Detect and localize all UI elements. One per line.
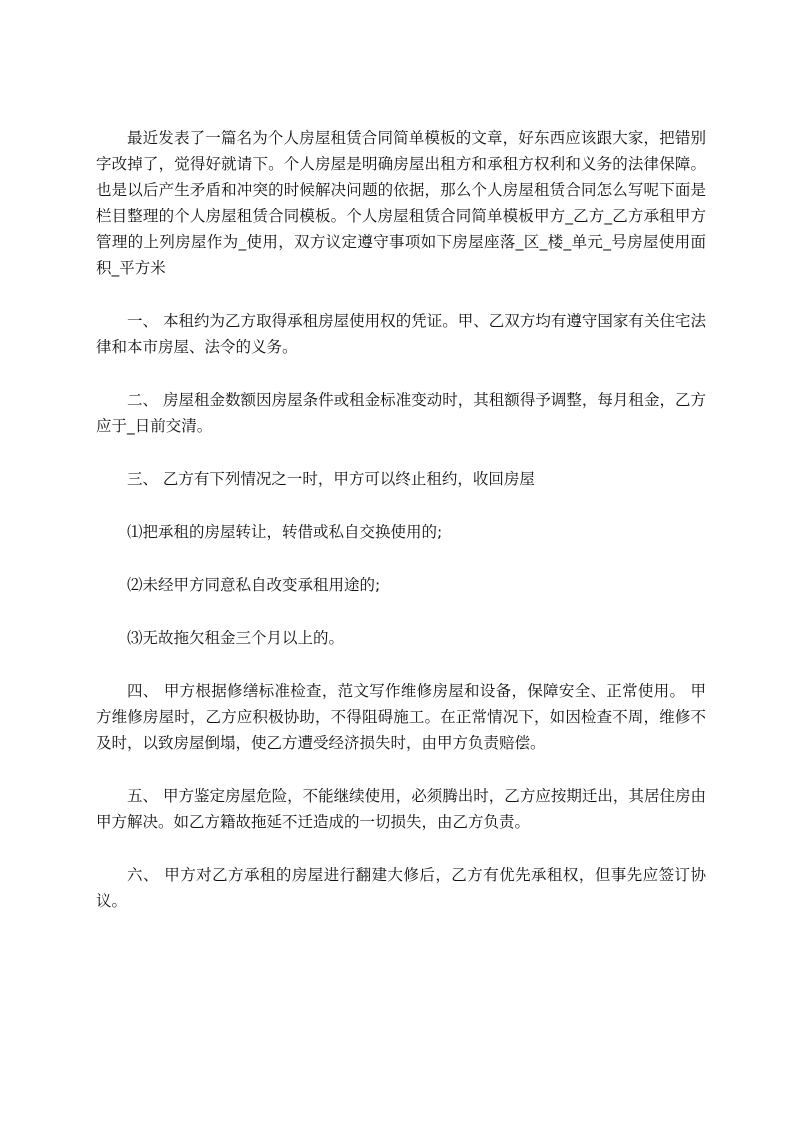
- clause-2: 二、 房屋租金数额因房屋条件或租金标准变动时，其租额得予调整，每月租金，乙方应于_日前交清。: [96, 391, 706, 435]
- clause-3-item-1: ⑴把承租的房屋转让，转借或私自交换使用的;: [127, 523, 443, 541]
- clause-6: 六、 甲方对乙方承租的房屋进行翻建大修后，乙方有优先承租权，但事先应签订协议。: [96, 866, 706, 910]
- clause-3: 三、 乙方有下列情况之一时，甲方可以终止租约，收回房屋: [127, 470, 535, 488]
- intro-paragraph: 最近发表了一篇名为个人房屋租赁合同简单模板的文章，好东西应该跟大家，把错别字改掉了，觉得好就请下。个人房屋是明确房屋出租方和承租方权利和义务的法律保障。也是以后产生矛盾和冲突的时候解决问题的依据，那么个人房屋租赁合同怎么写呢下面是栏目整理的个人房屋租赁合同模板。个人房屋租赁合同简单模板甲方_乙方_乙方承租甲方管理的上列房屋作为_使用，双方议定遵守事项如下房屋座落_区_楼_单元_号房屋使用面积_平方米: [96, 129, 706, 277]
- clause-1: 一、 本租约为乙方取得承租房屋使用权的凭证。甲、乙双方均有遵守国家有关住宅法律和本市房屋、法令的义务。: [96, 312, 706, 356]
- clause-3-item-3: ⑶无故拖欠租金三个月以上的。: [127, 629, 345, 647]
- clause-4: 四、 甲方根据修缮标准检查，范文写作维修房屋和设备，保障安全、正常使用。 甲方维修房屋时，乙方应积极协助，不得阻碍施工。在正常情况下，如因检查不周，维修不及时，以致房屋倒塌，使乙方遭受经济损失时，由甲方负责赔偿。: [96, 682, 706, 752]
- document-body: [96, 125, 706, 914]
- clause-3-item-2: ⑵未经甲方同意私自改变承租用途的;: [127, 576, 381, 594]
- clause-5: 五、 甲方鉴定房屋危险，不能继续使用，必须腾出时，乙方应按期迁出，其居住房由甲方解决。如乙方籍故拖延不迁造成的一切损失，由乙方负责。: [96, 787, 706, 831]
